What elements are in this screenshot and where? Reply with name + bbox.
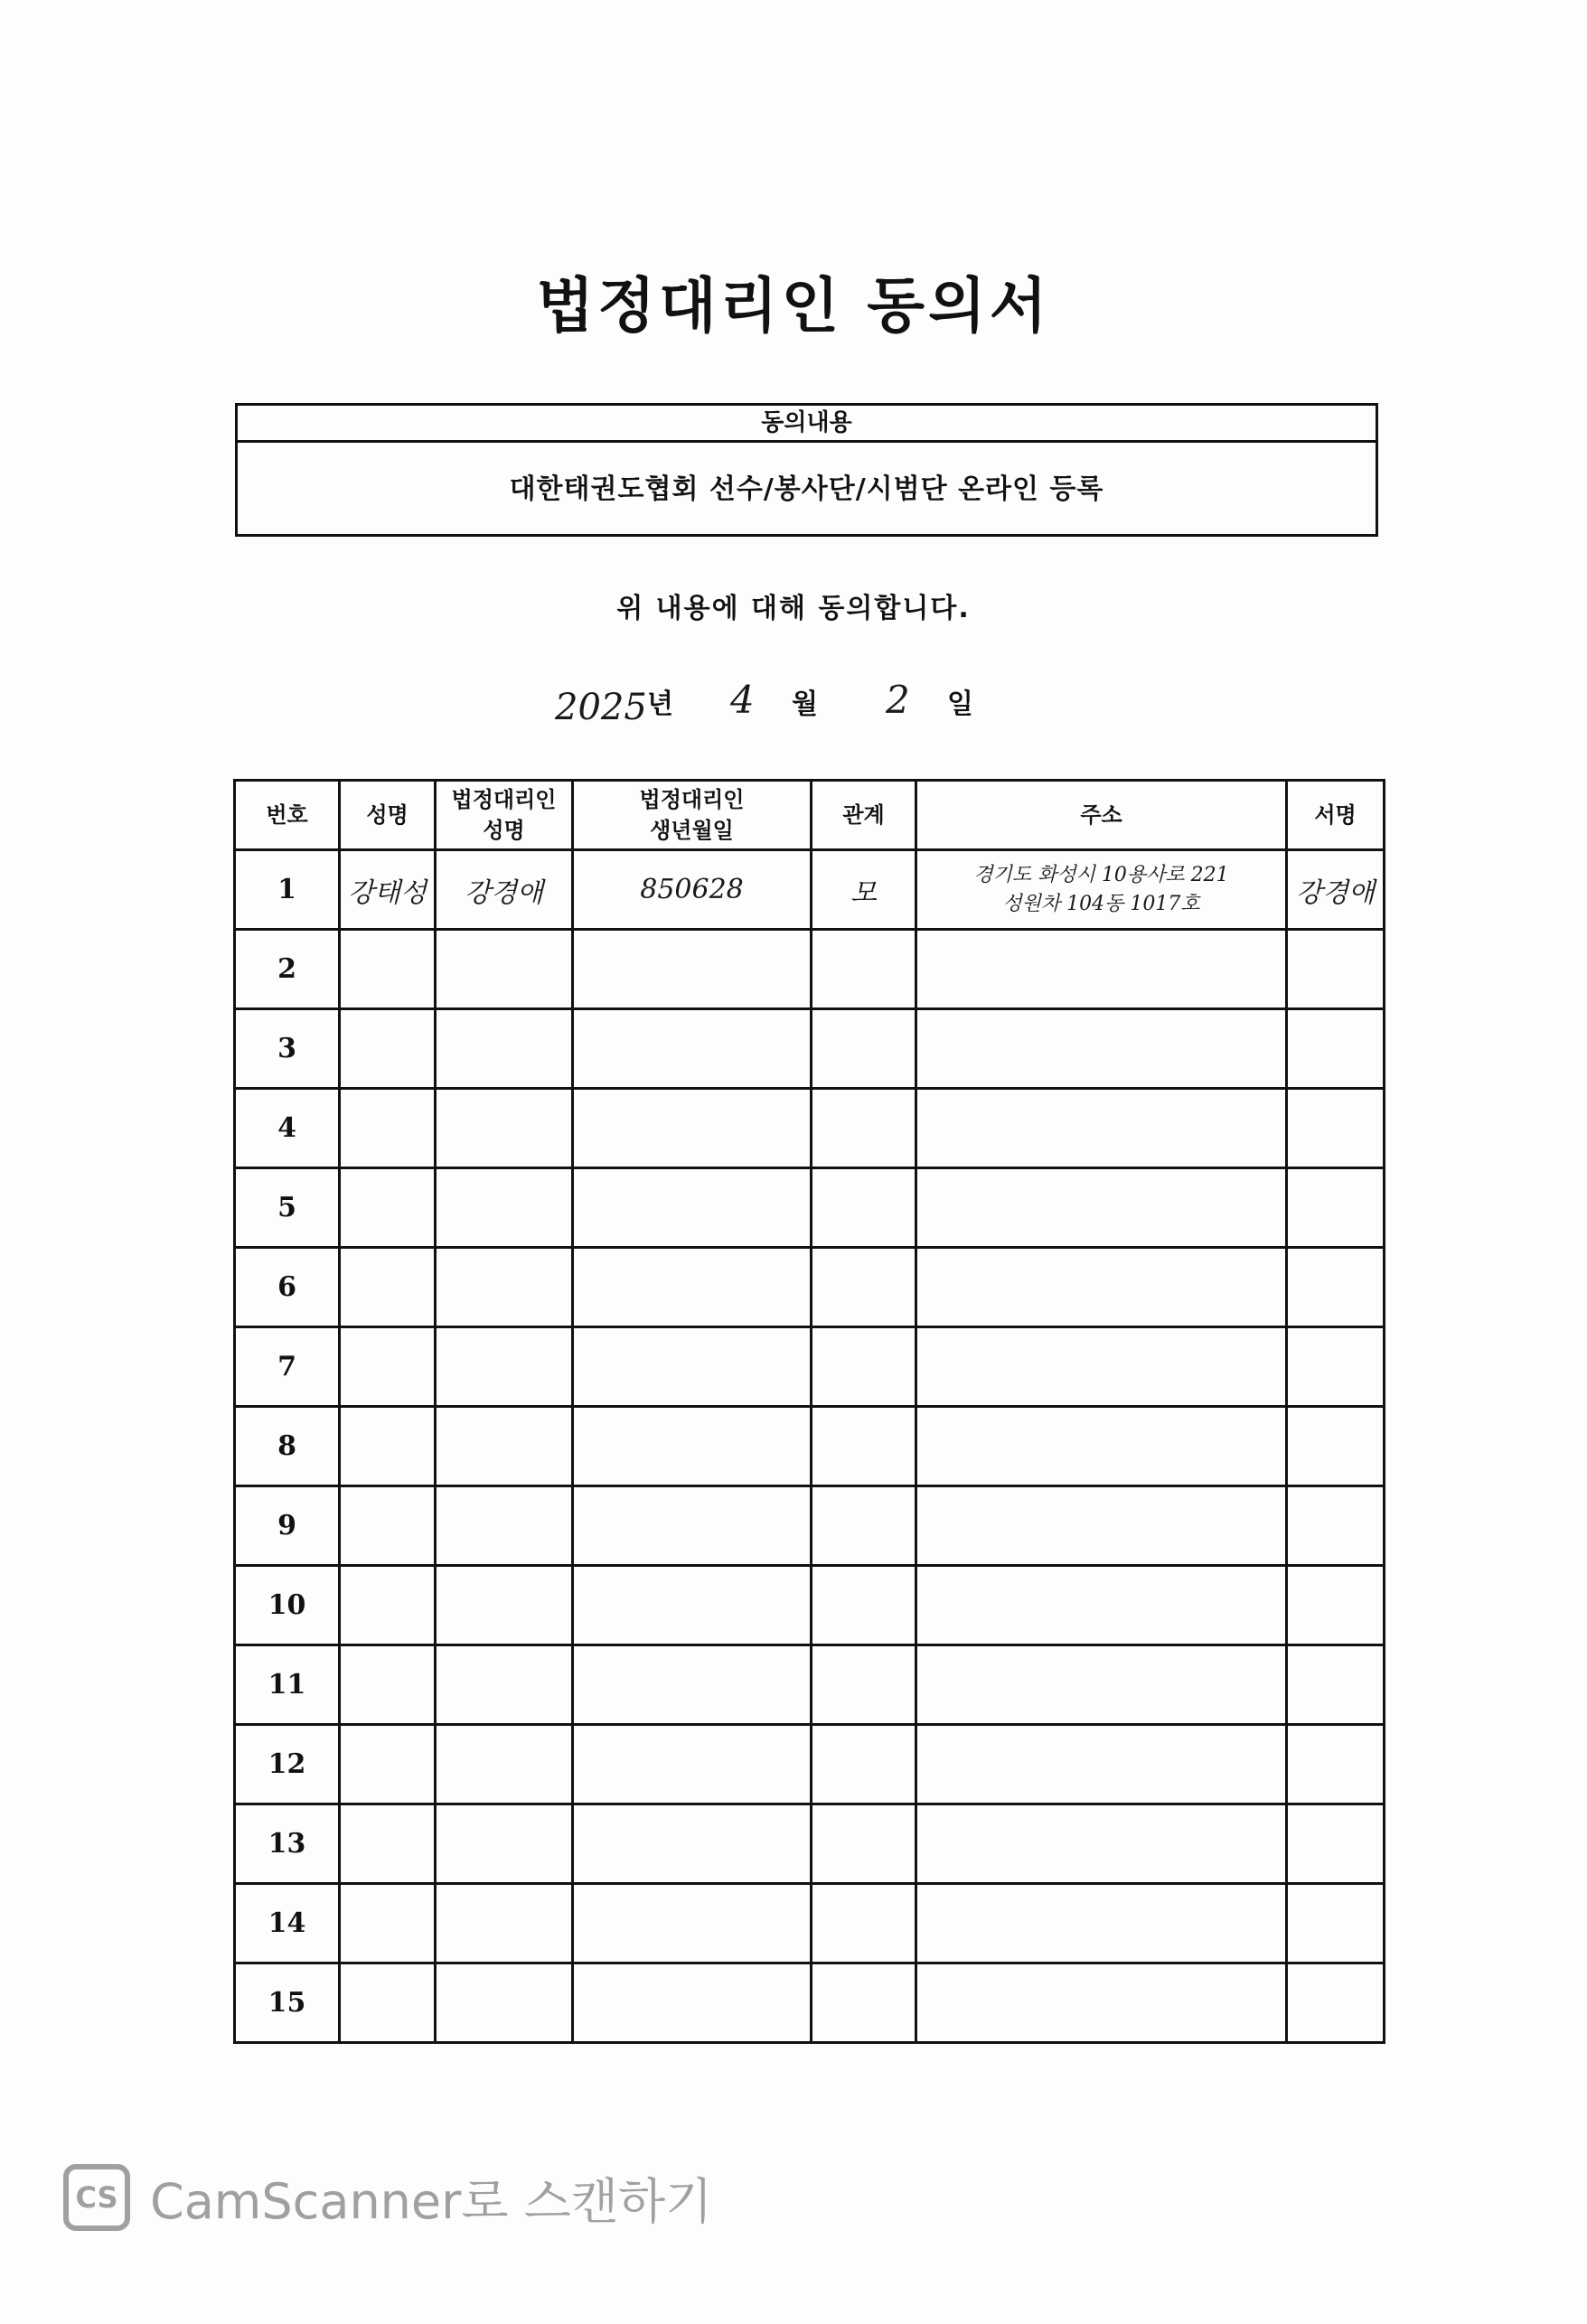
row-signature: [1287, 1884, 1385, 1963]
row-relation: [812, 1009, 916, 1089]
table-row: [235, 1963, 1385, 2043]
row-guardian-birth: [573, 1884, 812, 1963]
date-year: 2025: [555, 687, 647, 728]
row-relation: [812, 1804, 916, 1884]
row-address: [916, 1884, 1287, 1963]
row-name: [340, 930, 436, 1009]
row-address: [916, 1645, 1287, 1725]
row-signature: [1287, 1725, 1385, 1804]
row-guardian-birth: [573, 1327, 812, 1407]
date-month-label: 월: [792, 689, 818, 720]
row-address: [916, 1168, 1287, 1248]
row-signature: [1287, 1327, 1385, 1407]
row-guardian-name: [436, 1566, 573, 1645]
consent-header: 동의내용: [238, 406, 1376, 443]
row-address: [916, 1248, 1287, 1327]
row-guardian-name: [436, 1804, 573, 1884]
row-guardian-birth: [573, 1804, 812, 1884]
row-name: 강태성: [340, 850, 436, 930]
row-signature: [1287, 1486, 1385, 1566]
row-name: [340, 1566, 436, 1645]
row-guardian-birth: [573, 1089, 812, 1168]
row-signature: [1287, 1963, 1385, 2043]
row-relation: [812, 1486, 916, 1566]
header-signature: 서명: [1287, 781, 1385, 850]
header-number: 번호: [235, 781, 340, 850]
row-relation: [812, 930, 916, 1009]
row-guardian-name: [436, 1407, 573, 1486]
row-relation: [812, 1963, 916, 2043]
row-number: 12: [235, 1725, 340, 1804]
table-row: [235, 1248, 1385, 1327]
document-title: 법정대리인 동의서: [536, 271, 1051, 341]
table-row: [235, 1884, 1385, 1963]
camscanner-watermark: [63, 2161, 712, 2234]
row-number: 11: [235, 1645, 340, 1725]
row-guardian-birth: [573, 1168, 812, 1248]
consent-text: 대한태권도협회 선수/봉사단/시범단 온라인 등록: [509, 473, 1104, 505]
row-name: [340, 1486, 436, 1566]
row-signature: [1287, 1645, 1385, 1725]
row-address: [916, 1486, 1287, 1566]
date-year-label: 년: [647, 689, 673, 720]
row-signature: [1287, 1009, 1385, 1089]
row-signature: [1287, 1168, 1385, 1248]
row-signature: [1287, 1804, 1385, 1884]
table-row: [235, 1486, 1385, 1566]
table-row: [235, 1009, 1385, 1089]
table-row: [235, 1327, 1385, 1407]
row-address: [916, 850, 1287, 930]
row-name: [340, 1804, 436, 1884]
row-signature: [1287, 1566, 1385, 1645]
row-relation: 모: [812, 850, 916, 930]
table-row: [235, 1804, 1385, 1884]
row-number: 1: [235, 850, 340, 930]
table-row: [235, 1645, 1385, 1725]
row-address: [916, 1566, 1287, 1645]
row-name: [340, 1168, 436, 1248]
table-row: [235, 1566, 1385, 1645]
camscanner-logo-icon: CS: [63, 2164, 130, 2231]
row-name: [340, 1407, 436, 1486]
row-signature: 강경애: [1287, 850, 1385, 930]
row-relation: [812, 1725, 916, 1804]
row-number: 3: [235, 1009, 340, 1089]
row-address-line1: 경기도 화성시 10용사로 221: [973, 863, 1229, 886]
row-number: 9: [235, 1486, 340, 1566]
row-guardian-name: [436, 1645, 573, 1725]
header-guardian-birth-line1: 법정대리인: [639, 787, 745, 812]
row-address: [916, 1963, 1287, 2043]
row-guardian-name: [436, 1327, 573, 1407]
row-relation: [812, 1327, 916, 1407]
table-row: [235, 930, 1385, 1009]
row-address: [916, 930, 1287, 1009]
table-row: [235, 1407, 1385, 1486]
row-guardian-name: [436, 930, 573, 1009]
date-line: [551, 676, 1057, 730]
row-guardian-birth: [573, 930, 812, 1009]
row-name: [340, 1089, 436, 1168]
row-number: 13: [235, 1804, 340, 1884]
header-guardian-name-line2: 성명: [483, 818, 525, 843]
row-address-line2: 성원차 104동 1017호: [1002, 892, 1200, 915]
row-name: [340, 1963, 436, 2043]
date-day: 2: [886, 678, 910, 722]
row-guardian-name: [436, 1168, 573, 1248]
row-number: 4: [235, 1089, 340, 1168]
row-guardian-birth: [573, 1963, 812, 2043]
row-guardian-birth: [573, 1009, 812, 1089]
row-name: [340, 1009, 436, 1089]
row-name: [340, 1645, 436, 1725]
row-relation: [812, 1645, 916, 1725]
row-name: [340, 1725, 436, 1804]
row-number: 5: [235, 1168, 340, 1248]
row-number: 14: [235, 1884, 340, 1963]
row-guardian-name: [436, 1725, 573, 1804]
row-relation: [812, 1248, 916, 1327]
table-row: [235, 1725, 1385, 1804]
row-number: 8: [235, 1407, 340, 1486]
header-name: 성명: [340, 781, 436, 850]
agree-statement: 위 내용에 대해 동의합니다.: [616, 593, 971, 624]
row-guardian-name: [436, 1248, 573, 1327]
header-guardian-birth: [573, 781, 812, 850]
row-guardian-name: [436, 1009, 573, 1089]
row-guardian-birth: [573, 1645, 812, 1725]
row-address: [916, 1089, 1287, 1168]
row-name: [340, 1248, 436, 1327]
header-guardian-name: [436, 781, 573, 850]
row-address: [916, 1804, 1287, 1884]
row-number: 10: [235, 1566, 340, 1645]
row-relation: [812, 1407, 916, 1486]
header-address: 주소: [916, 781, 1287, 850]
header-relation: 관계: [812, 781, 916, 850]
consent-box: [235, 403, 1378, 537]
row-guardian-birth: [573, 1486, 812, 1566]
row-name: [340, 1327, 436, 1407]
row-number: 6: [235, 1248, 340, 1327]
row-signature: [1287, 1248, 1385, 1327]
row-guardian-birth: [573, 1248, 812, 1327]
row-relation: [812, 1566, 916, 1645]
row-number: 7: [235, 1327, 340, 1407]
row-guardian-birth: [573, 1407, 812, 1486]
row-guardian-name: [436, 1884, 573, 1963]
table-row: [235, 1168, 1385, 1248]
row-guardian-birth: 850628: [573, 850, 812, 930]
row-signature: [1287, 1407, 1385, 1486]
row-guardian-name: 강경애: [436, 850, 573, 930]
row-address: [916, 1327, 1287, 1407]
row-guardian-name: [436, 1089, 573, 1168]
guardian-roster-table: [233, 779, 1385, 2044]
row-relation: [812, 1089, 916, 1168]
row-guardian-name: [436, 1963, 573, 2043]
table-row: [235, 850, 1385, 930]
table-header-row: [235, 781, 1385, 850]
header-guardian-name-line1: 법정대리인: [451, 787, 557, 812]
header-guardian-birth-line2: 생년월일: [650, 818, 734, 843]
date-month: 4: [730, 678, 755, 722]
row-address: [916, 1407, 1287, 1486]
row-address: [916, 1009, 1287, 1089]
row-guardian-birth: [573, 1725, 812, 1804]
row-signature: [1287, 930, 1385, 1009]
date-day-label: 일: [947, 689, 973, 720]
row-number: 15: [235, 1963, 340, 2043]
table-row: [235, 1089, 1385, 1168]
row-relation: [812, 1168, 916, 1248]
row-relation: [812, 1884, 916, 1963]
camscanner-text: CamScanner로 스캔하기: [150, 2172, 713, 2230]
row-number: 2: [235, 930, 340, 1009]
row-guardian-birth: [573, 1566, 812, 1645]
row-signature: [1287, 1089, 1385, 1168]
row-address: [916, 1725, 1287, 1804]
row-name: [340, 1884, 436, 1963]
row-guardian-name: [436, 1486, 573, 1566]
